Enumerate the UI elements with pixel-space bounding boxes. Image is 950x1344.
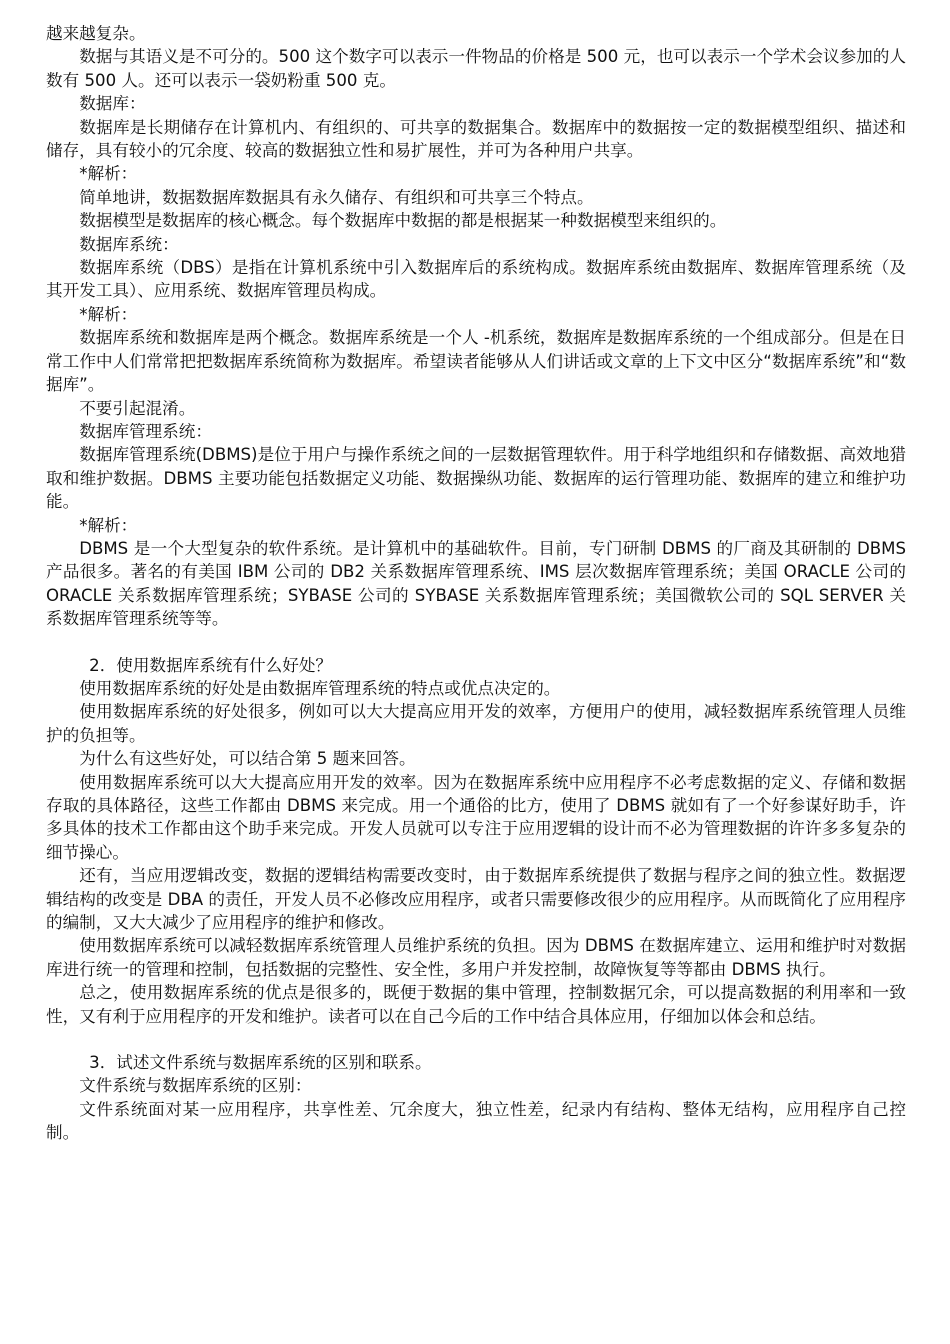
term-label: 数据库系统：	[79, 234, 179, 254]
paragraph: 数据与其语义是不可分的。500 这个数字可以表示一件物品的价格是 500 元，也可以表示一个学术会议参加的人数有 500 人。还可以表示一袋奶粉重 500 克。	[46, 47, 906, 90]
paragraph: 简单地讲，数据数据库数据具有永久储存、有组织和可共享三个特点。	[79, 187, 594, 207]
paragraph: 还有，当应用逻辑改变，数据的逻辑结构需要改变时，由于数据库系统提供了数据与程序之间的独立性。数据逻辑结构的改变是 DBA 的责任，开发人员不必修改应用程序，或者只需要修改很少的应用程序。从而既简化了应用程序的编制，又大大减少了应用程序的维护和修改。	[46, 866, 906, 933]
paragraph: 文件系统面对某一应用程序，共享性差、冗余度大，独立性差，纪录内有结构、整体无结构，应用程序自己控制。	[46, 1099, 906, 1143]
paragraph: 使用数据库系统的好处是由数据库管理系统的特点或优点决定的。	[79, 678, 561, 698]
paragraph: 为什么有这些好处，可以结合第 5 题来回答。	[79, 749, 416, 769]
paragraph: 使用数据库系统可以大大提高应用开发的效率。因为在数据库系统中应用程序不必考虑数据的定义、存储和数据存取的具体路径，这些工作都由 DBMS 来完成。用一个通俗的比方，使用了 DBMS 就如有了一个好参谋好助手，许多具体的技术工作都由这个助手来完成。开发人员就可以专注于应用逻辑的设计而不必为管理数据的许许多多复杂的细节操心。	[46, 772, 906, 862]
paragraph: 数据库系统和数据库是两个概念。数据库系统是一个人 -机系统，数据库是数据库系统的一个组成部分。但是在日常工作中人们常常把把数据库系统简称为数据库。希望读者能够从人们讲话或文章的上下文中区分“数据库系统”和“数据库”。	[46, 328, 906, 395]
paragraph: 使用数据库系统可以减轻数据库系统管理人员维护系统的负担。因为 DBMS 在数据库建立、运用和维护时对数据库进行统一的管理和控制，包括数据的完整性、安全性，多用户并发控制，故障恢复等等都由 DBMS 执行。	[46, 936, 906, 979]
paragraph: 总之，使用数据库系统的优点是很多的，既便于数据的集中管理，控制数据冗余，可以提高数据的利用率和一致性，又有利于应用程序的开发和维护。读者可以在自己今后的工作中结合具体应用，仔细加以体会和总结。	[46, 983, 906, 1026]
paragraph: 数据库系统（DBS）是指在计算机系统中引入数据库后的系统构成。数据库系统由数据库、数据库管理系统（及其开发工具）、应用系统、数据库管理员构成。	[46, 258, 906, 301]
analysis-label: *解析：	[79, 304, 138, 324]
term-label: 数据库：	[79, 94, 146, 114]
term-label: 数据库管理系统：	[79, 421, 212, 441]
term-label: 文件系统与数据库系统的区别：	[79, 1076, 312, 1096]
paragraph: 不要引起混淆。	[79, 398, 196, 418]
question-heading: 2．使用数据库系统有什么好处？	[89, 655, 333, 675]
paragraph: 使用数据库系统的好处很多，例如可以大大提高应用开发的效率，方便用户的使用，减轻数据库系统管理人员维护的负担等。	[46, 702, 906, 745]
paragraph: DBMS 是一个大型复杂的软件系统。是计算机中的基础软件。目前，专门研制 DBMS 的厂商及其研制的 DBMS 产品很多。著名的有美国 IBM 公司的 DB2 关系数据库管理系统、IMS 层次数据库管理系统；美国 ORACLE 公司的 ORACLE 关系数据库管理系统；SYBASE 公司的 SYBASE 关系数据库管理系统；美国微软公司的 SQL SERVER 关系数据库管理系统等等。	[46, 538, 906, 629]
paragraph: 数据库是长期储存在计算机内、有组织的、可共享的数据集合。数据库中的数据按一定的数据模型组织、描述和储存，具有较小的冗余度、较高的数据独立性和易扩展性，并可为各种用户共享。	[46, 117, 906, 161]
analysis-label: *解析：	[79, 164, 138, 184]
paragraph: 数据库管理系统(DBMS)是位于用户与操作系统之间的一层数据管理软件。用于科学地组织和存储数据、高效地猎取和维护数据。DBMS 主要功能包括数据定义功能、数据操纵功能、数据库的运行管理功能、数据库的建立和维护功能。	[46, 445, 906, 512]
question-heading: 3．试述文件系统与数据库系统的区别和联系。	[89, 1053, 432, 1073]
analysis-label: *解析：	[79, 515, 138, 535]
paragraph: 越来越复杂。	[46, 24, 146, 43]
paragraph: 数据模型是数据库的核心概念。每个数据库中数据的都是根据某一种数据模型来组织的。	[79, 211, 727, 231]
